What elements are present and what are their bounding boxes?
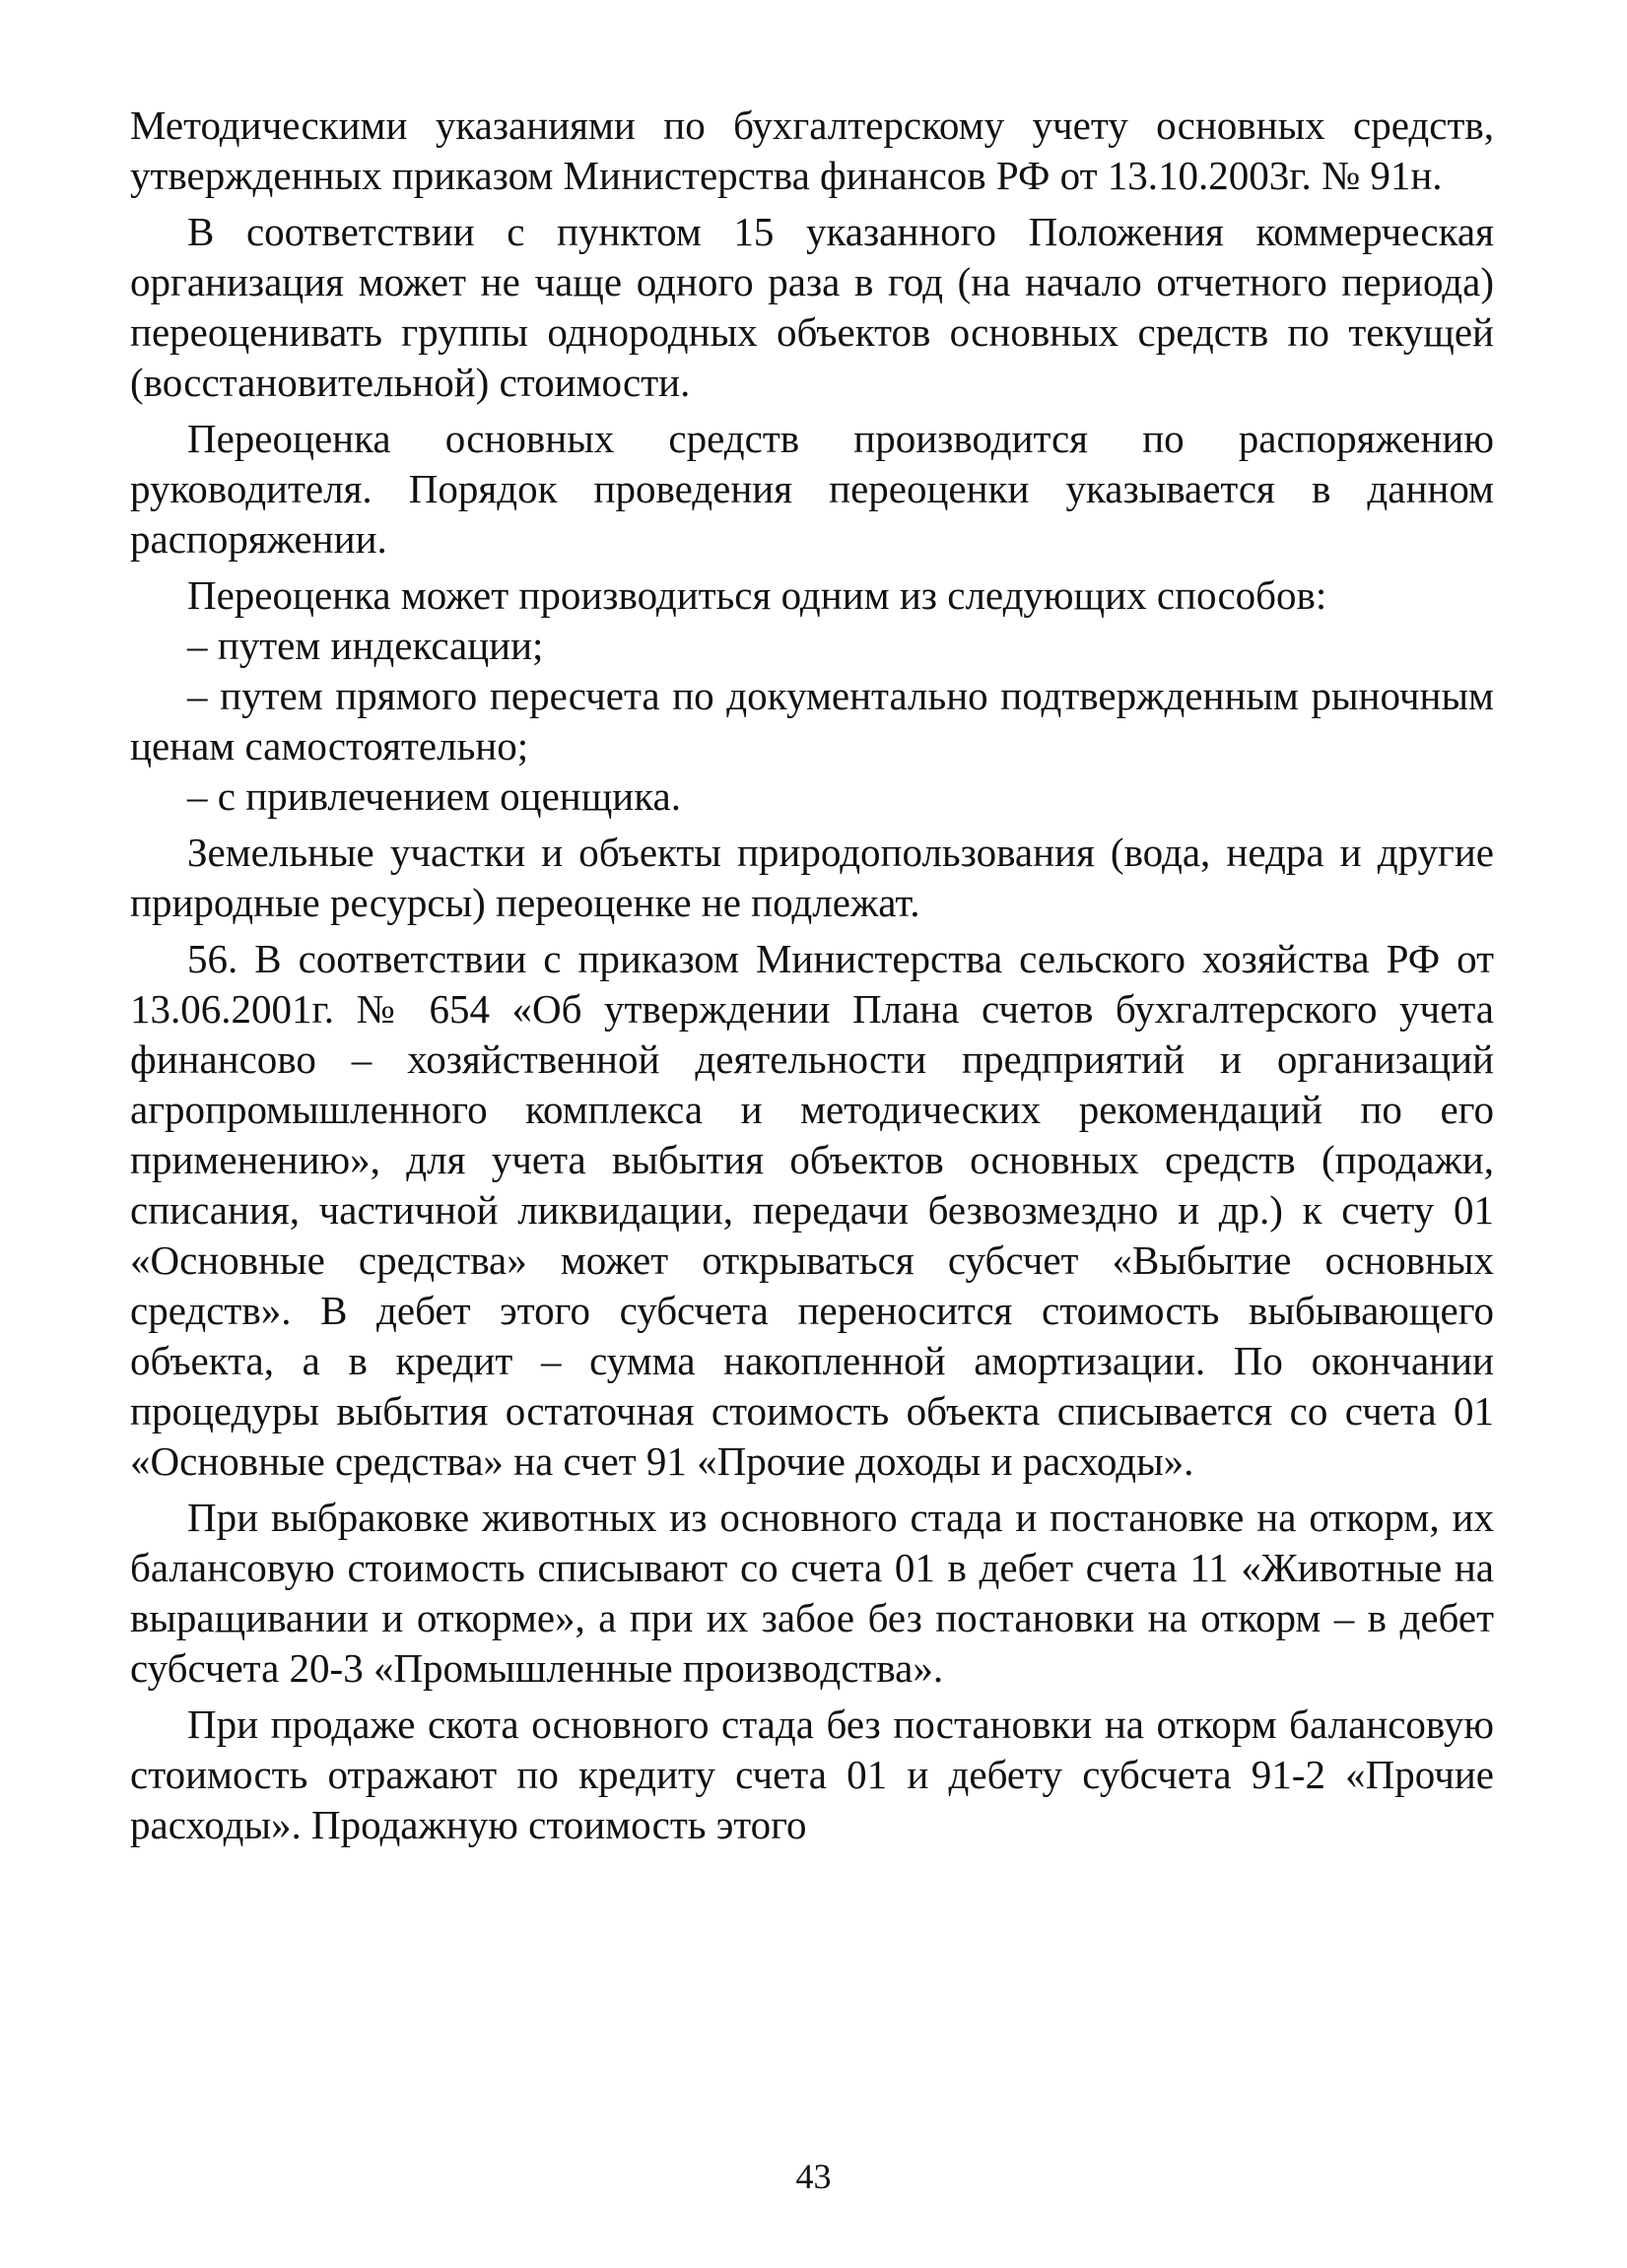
- paragraph-land-plots: Земельные участки и объекты природопользования (вода, недра и другие природные ресурсы) переоценке не подлежат.: [130, 830, 1494, 925]
- paragraph-revaluation-rule: В соответствии с пунктом 15 указанного Положения коммерческая организация может не чаще одного раза в год (на начало отчетного периода) переоценивать группы однородных объектов основных средств по текущей (восстановительной) стоимости.: [130, 209, 1494, 405]
- paragraph-revaluation-order: Переоценка основных средств производится по распоряжению руководителя. Порядок проведения переоценки указывается в данном распоряжении.: [130, 416, 1494, 562]
- body-text: [130, 100, 1494, 1850]
- paragraph-revaluation-methods: Переоценка может производиться одним из следующих способов:: [187, 572, 1327, 618]
- paragraph-livestock-sale: При продаже скота основного стада без постановки на откорм балансовую стоимость отражают по кредиту счета 01 и дебету субсчета 91-2 «Прочие расходы». Продажную стоимость этого: [130, 1701, 1494, 1847]
- list-item-appraiser: – с привлечением оценщика.: [187, 773, 681, 819]
- list-item-indexation: – путем индексации;: [187, 623, 544, 668]
- paragraph-culling: При выбраковке животных из основного стада и постановке на откорм, их балансовую стоимость списывают со счета 01 в дебет счета 11 «Животные на выращивании и откорме», а при их забое без постановки на откорм – в дебет субсчета 20-3 «Промышленные производства».: [130, 1495, 1494, 1691]
- page-number: 43: [795, 2157, 832, 2196]
- paragraph-56-disposal: 56. В соответствии с приказом Министерства сельского хозяйства РФ от 13.06.2001г. № 654 «Об утверждении Плана счетов бухгалтерского учета финансово – хозяйственной деятельности предприятий и организаций агропромышленного комплекса и методических рекомендаций по его применению», для учета выбытия объектов основных средств (продажи, списания, частичной ликвидации, передачи безвозмездно и др.) к счету 01 «Основные средства» может открываться субсчет «Выбытие основных средств». В дебет этого субсчета переносится стоимость выбывающего объекта, а в кредит – сумма накопленной амортизации. По окончании процедуры выбытия остаточная стоимость объекта списывается со счета 01 «Основные средства» на счет 91 «Прочие доходы и расходы».: [130, 936, 1494, 1484]
- paragraph-continuation: Методическими указаниями по бухгалтерскому учету основных средств, утвержденных приказом Министерства финансов РФ от 13.10.2003г. № 91н.: [130, 102, 1494, 198]
- list-item-direct-recalc: – путем прямого пересчета по документально подтвержденным рыночным ценам самостоятельно;: [130, 673, 1494, 768]
